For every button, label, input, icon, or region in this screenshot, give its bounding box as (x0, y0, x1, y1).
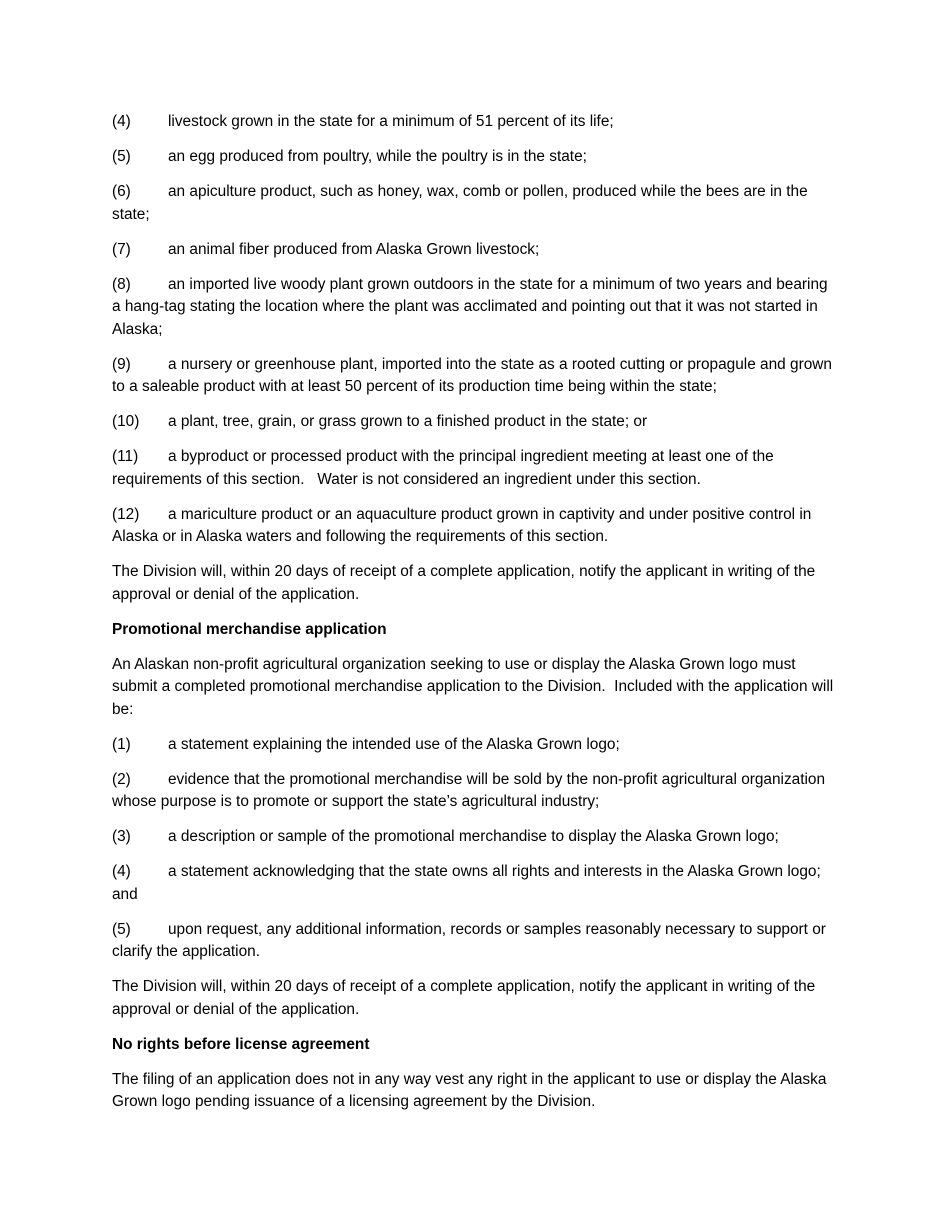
item-number: (5) (112, 148, 131, 165)
item-text: a description or sample of the promotional merchandise to display the Alaska Grown logo; (168, 828, 779, 845)
list-item (112, 446, 840, 491)
section-heading-promotional: Promotional merchandise application (112, 620, 387, 638)
item-number: (1) (112, 735, 131, 753)
list-item (112, 239, 840, 262)
item-number: (5) (112, 920, 131, 938)
item-text: upon request, any additional information, records or samples reasonably necessary to support or clarify the application. (112, 920, 831, 960)
list-item (112, 734, 840, 757)
item-text: an animal fiber produced from Alaska Grown livestock; (168, 240, 540, 258)
notification-paragraph: The Division will, within 20 days of receipt of a complete application, notify the applicant in writing of the approval or denial of the application. (112, 978, 820, 1018)
item-number: (12) (112, 505, 140, 523)
item-text: a statement explaining the intended use of the Alaska Grown logo; (168, 735, 620, 753)
promotional-intro-paragraph: An Alaskan non-profit agricultural organization seeking to use or display the Alaska Grown logo must submit a completed promotional merchandise application to the Division. Included with the application will be: (112, 655, 838, 718)
no-rights-paragraph: The filing of an application does not in any way vest any right in the applicant to use or display the Alaska Grown logo pending issuance of a licensing agreement by the Division. (112, 1070, 831, 1110)
item-number: (6) (112, 183, 131, 200)
item-text: evidence that the promotional merchandise will be sold by the non-profit agricultural organization whose purpose is to promote or support the state’s agricultural industry; (112, 770, 830, 810)
item-number: (2) (112, 770, 131, 788)
document-page (112, 111, 840, 1126)
notification-paragraph: The Division will, within 20 days of receipt of a complete application, notify the applicant in writing of the approval or denial of the application. (112, 563, 820, 603)
item-number: (11) (112, 448, 139, 465)
list-item (112, 919, 840, 964)
item-text: a statement acknowledging that the state owns all rights and interests in the Alaska Grown logo; and (112, 863, 826, 903)
item-number: (3) (112, 828, 131, 845)
list-item (112, 504, 840, 549)
item-number: (10) (112, 413, 140, 430)
list-item (112, 826, 840, 849)
item-number: (7) (112, 240, 131, 258)
list-item (112, 274, 840, 342)
item-text: an imported live woody plant grown outdoors in the state for a minimum of two years and bearing a hang-tag stating the location where the plant was acclimated and pointing out that it was not started in Alaska; (112, 275, 832, 338)
section-heading-no-rights: No rights before license agreement (112, 1035, 370, 1053)
item-text: a plant, tree, grain, or grass grown to a finished product in the state; or (168, 413, 648, 430)
item-number: (4) (112, 113, 131, 130)
item-number: (8) (112, 275, 131, 293)
item-text: an egg produced from poultry, while the poultry is in the state; (168, 148, 587, 165)
item-text: a mariculture product or an aquaculture product grown in captivity and under positive control in Alaska or in Alaska waters and following the requirements of this section. (112, 505, 815, 545)
list-item (112, 769, 840, 814)
list-item (112, 181, 840, 226)
list-item (112, 411, 840, 434)
list-item (112, 111, 840, 134)
item-number: (9) (112, 355, 131, 373)
list-item (112, 354, 840, 399)
item-text: a nursery or greenhouse plant, imported into the state as a rooted cutting or propagule and grown to a saleable product with at least 50 percent of its production time being within the state; (112, 355, 837, 395)
item-text: livestock grown in the state for a minimum of 51 percent of its life; (168, 113, 614, 130)
item-text: an apiculture product, such as honey, wax, comb or pollen, produced while the bees are in the state; (112, 183, 812, 223)
item-number: (4) (112, 863, 131, 880)
item-text: a byproduct or processed product with the principal ingredient meeting at least one of the requirements of this section. Water is not considered an ingredient under this section. (112, 448, 779, 488)
list-item (112, 146, 840, 169)
list-item (112, 861, 840, 906)
